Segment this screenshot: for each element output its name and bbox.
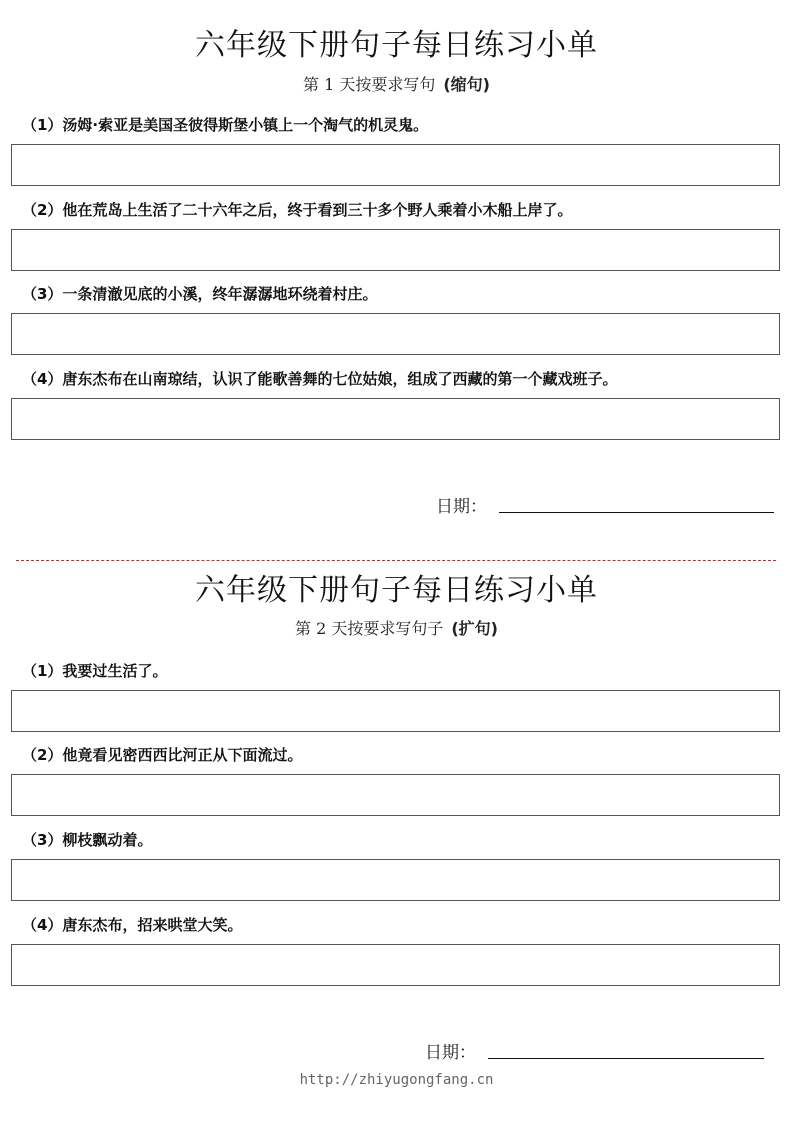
subtitle-tag: (扩句) — [451, 619, 498, 638]
answer-box-2[interactable] — [11, 229, 780, 271]
worksheet-title: 六年级下册句子每日练习小单 — [195, 573, 598, 608]
question-3: （3）一条清澈见底的小溪，终年潺潺地环绕着村庄。 — [22, 285, 378, 303]
answer-box-3[interactable] — [11, 313, 780, 355]
question-3: （3）柳枝飘动着。 — [22, 831, 153, 849]
worksheet-title: 六年级下册句子每日练习小单 — [195, 28, 598, 63]
page-divider — [16, 560, 776, 561]
question-2: （2）他在荒岛上生活了二十六年之后，终于看到三十多个野人乘着小木船上岸了。 — [22, 201, 573, 219]
answer-box-4[interactable] — [11, 398, 780, 440]
question-1: （1）我要过生活了。 — [22, 662, 168, 680]
answer-box-1[interactable] — [11, 144, 780, 186]
date-field[interactable] — [499, 512, 774, 513]
footer-url: http://zhiyugongfang.cn — [299, 1072, 494, 1088]
question-2: （2）他竟看见密西西比河正从下面流过。 — [22, 746, 303, 764]
question-4: （4）唐东杰布，招来哄堂大笑。 — [22, 916, 243, 934]
subtitle-text: 第 1 天按要求写句 — [303, 75, 436, 94]
answer-box-4[interactable] — [11, 944, 780, 986]
answer-box-1[interactable] — [11, 690, 780, 732]
answer-box-3[interactable] — [11, 859, 780, 901]
subtitle-tag: (缩句) — [443, 75, 490, 94]
subtitle-text: 第 2 天按要求写句子 — [295, 619, 444, 638]
date-label: 日期： — [436, 497, 487, 517]
answer-box-2[interactable] — [11, 774, 780, 816]
question-4: （4）唐东杰布在山南琼结，认识了能歌善舞的七位姑娘，组成了西藏的第一个藏戏班子。 — [22, 370, 618, 388]
date-label: 日期： — [425, 1043, 476, 1063]
question-1: （1）汤姆·索亚是美国圣彼得斯堡小镇上一个淘气的机灵鬼。 — [22, 116, 429, 134]
worksheet-subtitle — [0, 72, 793, 95]
worksheet-subtitle — [0, 616, 793, 639]
date-field[interactable] — [488, 1058, 764, 1059]
